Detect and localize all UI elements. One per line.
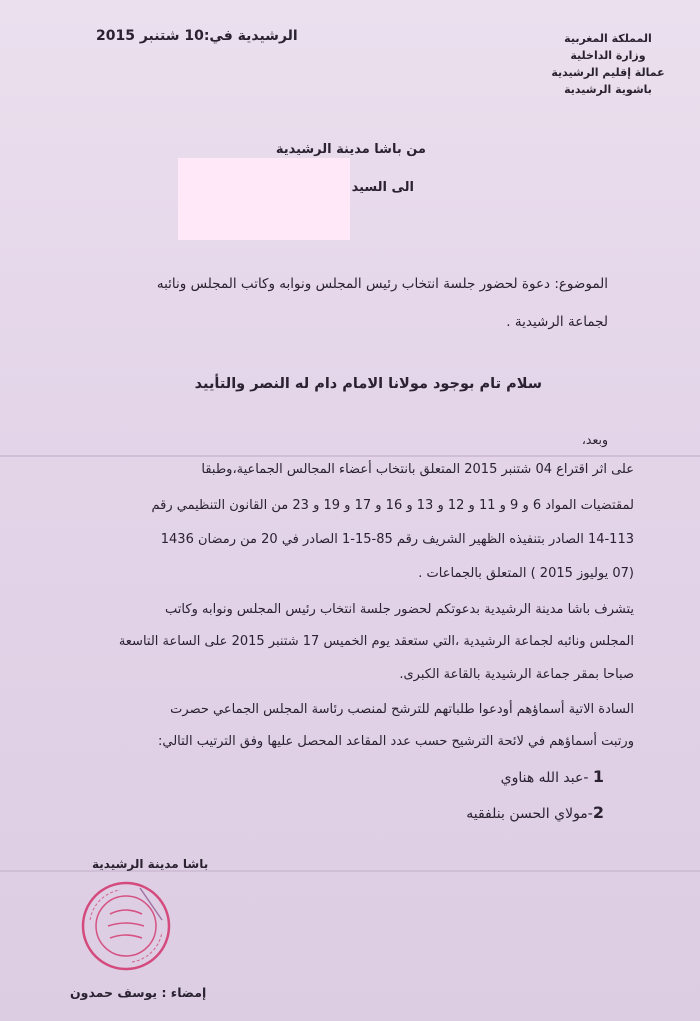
header-line: باشوية الرشيدية <box>564 83 652 96</box>
candidate-number: 1 <box>592 767 604 786</box>
official-stamp-icon <box>80 880 172 972</box>
sender-line: من باشا مدينة الرشيدية <box>275 142 426 157</box>
body-line: لمقتضيات المواد 6 و 9 و 11 و 12 و 13 و 16 و 17 و 19 و 23 من القانون التنظيمي رقم <box>151 498 634 513</box>
body-line: المجلس ونائبه لجماعة الرشيدية ،التي ستعقد يوم الخميس 17 شتنبر 2015 على الساعة التاسعة <box>118 634 634 649</box>
header-line: المملكة المغربية <box>564 32 652 45</box>
issuing-authority-header <box>538 30 678 98</box>
candidate-item <box>466 803 604 822</box>
letter-date: الرشيدية في:10 شتنبر 2015 <box>96 28 298 44</box>
body-line: السادة الاتية أسماؤهم أودعوا طلباتهم للترشح لمنصب رئاسة المجلس الجماعي حصرت <box>170 702 634 717</box>
redaction-box <box>178 158 350 240</box>
greeting: سلام تام بوجود مولانا الامام دام له النصر والتأييد <box>194 376 542 392</box>
candidate-item <box>501 767 604 786</box>
recipient-line: الى السيد <box>351 180 414 195</box>
subject-line-continued: لجماعة الرشيدية . <box>506 314 608 330</box>
signatory-office: باشا مدينة الرشيدية <box>92 857 209 871</box>
signature-line: إمضاء : يوسف حمدون <box>70 985 207 1000</box>
candidate-number: 2 <box>592 803 604 822</box>
candidate-name: -عبد الله هناوي <box>500 770 589 786</box>
body-line: (07 يوليوز 2015 ) المتعلق بالجماعات . <box>418 566 634 581</box>
header-line: وزارة الداخلية <box>570 49 646 62</box>
body-line: 14-113 الصادر بتنفيذه الظهير الشريف رقم 85-15-1 الصادر في 20 من رمضان 1436 <box>160 532 634 547</box>
body-line: على اثر اقتراع 04 شتنبر 2015 المتعلق بانتخاب أعضاء المجالس الجماعية،وطبقا <box>201 462 634 477</box>
opening-word: وبعد، <box>581 432 608 447</box>
header-line: عمالة إقليم الرشيدية <box>551 66 665 79</box>
body-line: يتشرف باشا مدينة الرشيدية بدعوتكم لحضور جلسة انتخاب رئيس المجلس ونوابه وكاتب <box>165 602 634 617</box>
subject-line: الموضوع: دعوة لحضور جلسة انتخاب رئيس المجلس ونوابه وكاتب المجلس ونائبه <box>156 276 608 292</box>
candidate-name: -مولاي الحسن بنلفقيه <box>466 806 593 822</box>
body-line: ورتبت أسماؤهم في لائحة الترشيح حسب عدد المقاعد المحصل عليها وفق الترتيب التالي: <box>158 734 634 749</box>
paper-fold <box>0 455 700 457</box>
body-line: صباحا بمقر جماعة الرشيدية بالقاعة الكبرى. <box>399 667 634 682</box>
